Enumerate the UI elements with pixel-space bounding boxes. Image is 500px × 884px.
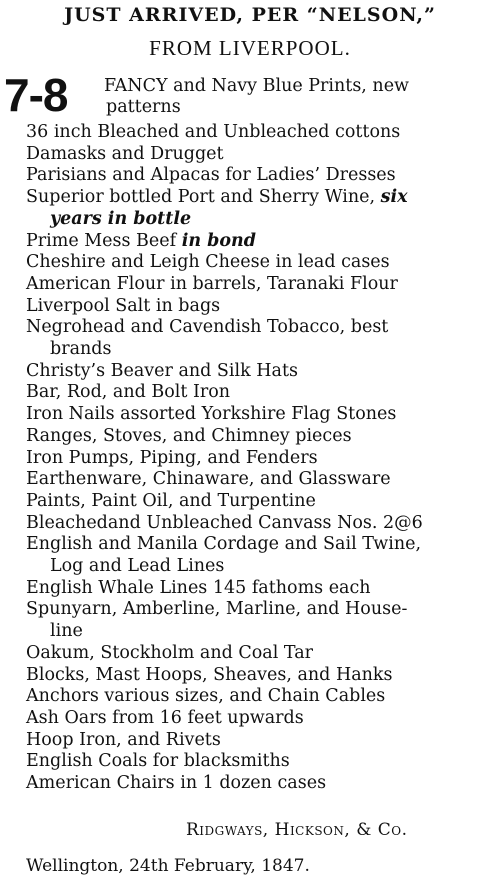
list-item: Liverpool Salt in bags xyxy=(26,295,221,316)
list-item: American Chairs in 1 dozen cases xyxy=(26,773,327,794)
lead-item-line2: patterns xyxy=(106,97,181,117)
list-item-text: Negrohead and Cavendish Tobacco, best xyxy=(26,317,389,338)
list-item: Oakum, Stockholm and Coal Tar xyxy=(26,642,313,663)
list-item: Damasks and Drugget xyxy=(26,143,224,164)
list-item-continuation: line xyxy=(50,621,83,642)
list-item: Ranges, Stoves, and Chimney pieces xyxy=(26,425,352,446)
list-item: 36 inch Bleached and Unbleached cottons xyxy=(26,122,401,142)
list-item xyxy=(26,534,496,577)
list-item: English Whale Lines 145 fathoms each xyxy=(26,577,371,598)
list-item: Iron Nails assorted Yorkshire Flag Stones xyxy=(26,404,397,425)
list-item xyxy=(26,317,496,360)
list-item: Bar, Rod, and Bolt Iron xyxy=(26,382,231,403)
list-item-continuation: Log and Lead Lines xyxy=(50,556,225,577)
list-item: English Coals for blacksmiths xyxy=(26,751,290,772)
list-item-italic: in bond xyxy=(181,230,257,251)
list-item: Ash Oars from 16 feet upwards xyxy=(26,707,304,728)
list-item xyxy=(26,599,496,642)
list-item-italic: six xyxy=(380,187,408,208)
list-item: Hoop Iron, and Rivets xyxy=(26,729,221,750)
list-item: Paints, Paint Oil, and Turpentine xyxy=(26,490,316,511)
lead-number: 7-8 xyxy=(4,69,68,121)
list-item-continuation: years in bottle xyxy=(50,208,192,229)
list-item: Bleachedand Unbleached Canvass Nos. 2@6 xyxy=(26,512,423,533)
list-item: Cheshire and Leigh Cheese in lead cases xyxy=(26,252,390,273)
list-item: Earthenware, Chinaware, and Glassware xyxy=(26,469,391,490)
list-item-text: Spunyarn, Amberline, Marline, and House- xyxy=(26,599,408,620)
headline: JUST ARRIVED, PER “NELSON,” xyxy=(64,4,436,26)
list-item: Parisians and Alpacas for Ladies’ Dresses xyxy=(26,165,396,186)
lead-item xyxy=(104,76,496,118)
list-item: American Flour in barrels, Taranaki Flour xyxy=(26,273,398,294)
list-item: Blocks, Mast Hoops, Sheaves, and Hanks xyxy=(26,664,393,685)
list-item-text: Superior bottled Port and Sherry Wine, xyxy=(26,187,376,208)
list-item: Anchors various sizes, and Chain Cables xyxy=(26,686,386,707)
list-item xyxy=(26,231,496,253)
list-item-text: English and Manila Cordage and Sail Twine, xyxy=(26,534,422,555)
subhead: FROM LIVERPOOL. xyxy=(149,36,351,60)
goods-list xyxy=(26,122,496,795)
lead-item-line1: FANCY and Navy Blue Prints, new xyxy=(104,76,410,96)
list-item: Christy’s Beaver and Silk Hats xyxy=(26,360,298,381)
list-item-continuation: brands xyxy=(50,339,112,360)
list-item xyxy=(26,187,496,230)
dateline: Wellington, 24th February, 1847. xyxy=(26,856,310,876)
list-item-text: Prime Mess Beef xyxy=(26,230,177,251)
merchant-signature: Ridgways, Hickson, & Co. xyxy=(186,820,408,840)
list-item: Iron Pumps, Piping, and Fenders xyxy=(26,447,318,468)
